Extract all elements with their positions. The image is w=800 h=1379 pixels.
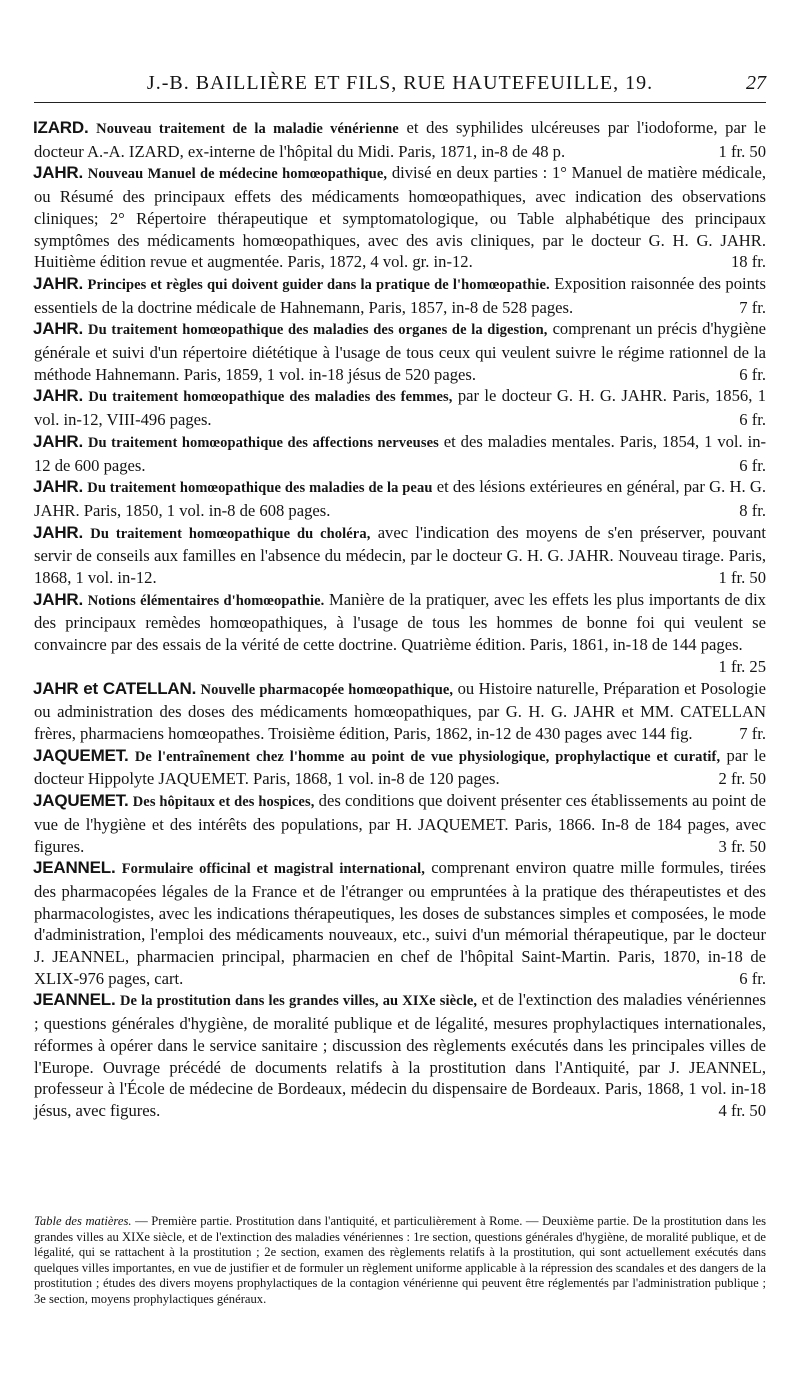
entry-description: comprenant environ quatre mille formules, tirées des pharmacopées légales de la France et de l'étranger ou empruntées à la pratique des thérapeutistes et des pharmacologistes, avec les indications thérapeutiques, les doses de substances simples et composées, le mode d'administration, l'emploi des médicaments nouveaux, etc., suivi d'un mémorial thérapeutique, par le docteur J. JEANNEL, pharmacien principal, pharmacien en chef de l'hôpital Saint-Martin. Paris, 1870, in-18 de XLIX-976 pages, cart.: [34, 858, 766, 988]
entry-author: JAHR.: [33, 319, 84, 339]
entry-description: ou Histoire naturelle, Préparation et Posologie ou administration des doses des médicaments homœopathiques, par G. H. G. JAHR et MM. CATELLAN frères, pharmaciens homœopathes. Troisième édition, Paris, 1862, in-12 de 430 pages avec 144 fig.: [34, 678, 766, 743]
entry-description: Exposition raisonnée des points essentiels de la doctrine médicale de Hahnemann, Paris, 1857, in-8 de 528 pages.: [34, 273, 766, 317]
entry-price: 7 fr.: [739, 723, 766, 743]
footnote-text: — Première partie. Prostitution dans l'antiquité, et particulièrement à Rome. — Deuxième partie. De la prostitution dans les grandes villes au XIXe siècle, et de l'extinction des maladies vénériennes : 1re section, questions générales d'hygiène, de moralité publique, et de légalité, qui se rattachent à la prostitution ; 2e section, examen des règlements relatifs à la prostitution, qui sont actuellement exécutés dans quelques villes importantes, en vue de justifier et de formuler un règlement uniforme applicable à la répression des scandales et des dangers de la prostitution ; études des divers moyens prophylactiques de la contagion vénérienne qui peuvent être réglementés par l'administration publique ; 3e section, moyens prophylactiques généraux.: [34, 1214, 766, 1306]
entry-author: JAHR et CATELLAN.: [33, 678, 197, 698]
entry-author: JAQUEMET.: [33, 745, 129, 765]
entry-title: Du traitement homœopathique des maladies des organes de la digestion,: [88, 322, 548, 339]
entry-author: JEANNEL.: [33, 858, 116, 878]
catalog-entry: [34, 476, 766, 521]
catalog-entry: [34, 678, 766, 745]
footnote-label: Table des matières.: [34, 1214, 132, 1228]
catalog-entry: [34, 857, 766, 989]
entry-description: et des syphilides ulcéreuses par l'iodoforme, par le docteur A.-A. IZARD, ex-interne de l'hôpital du Midi. Paris, 1871, in-8 de 48 p.: [34, 118, 766, 161]
entry-author: JAHR.: [33, 273, 84, 293]
entry-price: 6 fr.: [739, 455, 766, 475]
entry-description: par le docteur Hippolyte JAQUEMET. Paris, 1868, 1 vol. in-8 de 120 pages.: [34, 745, 767, 789]
catalog-entry: [34, 318, 766, 385]
entry-price: 3 fr. 50: [718, 836, 766, 856]
entry-price: 1 fr. 50: [718, 568, 766, 588]
entry-description: des conditions que doivent présenter ces établissements au point de vue de l'hygiène et des intérêts des populations, par H. JAQUEMET. Paris, 1866. In-8 de 184 pages, avec figures.: [34, 791, 766, 856]
entry-title: Du traitement homœopathique du choléra,: [90, 525, 371, 542]
page-header: [34, 70, 766, 110]
entry-author: JAHR.: [33, 589, 84, 609]
entry-title: Nouveau Manuel de médecine homœopathique,: [87, 166, 388, 183]
entry-author: JAHR.: [33, 386, 84, 406]
catalog-entry: [34, 273, 766, 318]
entry-description: comprenant un précis d'hygiène générale et suivi d'un répertoire diététique à l'usage de tous ceux qui veulent suivre le régime rationnel de la méthode Hahnemann. Paris, 1859, 1 vol. in-18 jésus de 520 pages.: [34, 319, 766, 384]
entry-description: et des lésions extérieures en général, par G. H. G. JAHR. Paris, 1850, 1 vol. in-8 de 608 pages.: [34, 477, 766, 520]
entry-price: 8 fr.: [739, 500, 766, 520]
entry-description: et de l'extinction des maladies vénériennes ; questions générales d'hygiène, de moralité publique et de légalité, mesures prophylactiques internationales, réformes à opérer dans le service sanitaire ; discussion des règlements exécutés dans les principales villes de l'Europe. Ouvrage précédé de documents relatifs à la prostitution dans l'Antiquité, par J. JEANNEL, professeur à l'École de médecine de Bordeaux, médecin du dispensaire de Bordeaux. Paris, 1868, 1 vol. in-18 jésus, avec figures.: [34, 990, 766, 1120]
entry-author: JEANNEL.: [33, 990, 116, 1010]
catalog-entry: [34, 745, 766, 790]
entry-author: IZARD.: [33, 118, 89, 137]
catalog-entry: [34, 790, 766, 857]
entry-title: De l'entraînement chez l'homme au point de vue physiologique, prophylactique et curatif,: [134, 748, 721, 765]
entry-price: 6 fr.: [739, 968, 766, 988]
entry-description: et des maladies mentales. Paris, 1854, 1 vol. in-12 de 600 pages.: [34, 431, 767, 475]
entry-price: 4 fr. 50: [718, 1100, 766, 1120]
running-title: J.-B. BAILLIÈRE ET FILS, RUE HAUTEFEUILLE, 19.: [146, 72, 654, 94]
footnote: [34, 1214, 766, 1307]
entry-title: Nouveau traitement de la maladie vénérienne: [96, 121, 399, 137]
entry-price: 6 fr.: [739, 410, 766, 430]
entry-price: 1 fr. 25: [718, 656, 766, 676]
entry-author: JAHR.: [33, 431, 84, 451]
entry-description: par le docteur G. H. G. JAHR. Paris, 1856, 1 vol. in-12, VIII-496 pages.: [34, 386, 767, 430]
entry-author: JAHR.: [33, 163, 84, 183]
entry-description: divisé en deux parties : 1° Manuel de matière médicale, ou Résumé des principaux effets des médicaments homœopathiques, avec indication des observations cliniques; 2° Répertoire thérapeutique et symptomatologique, ou Table alphabétique des principaux symptômes des médicaments homœopathiques, avec des avis cliniques, par le docteur G. H. G. JAHR. Huitième édition revue et augmentée. Paris, 1872, 4 vol. gr. in-12.: [34, 163, 766, 272]
entry-price: 6 fr.: [739, 364, 766, 384]
catalog-entry: [34, 589, 766, 678]
catalog-entry: [34, 117, 766, 162]
catalog-entry: [34, 385, 766, 430]
entry-title: Du traitement homœopathique des affections nerveuses: [87, 434, 439, 451]
entry-author: JAHR.: [33, 477, 84, 497]
catalog-entries: [34, 117, 766, 1122]
catalog-entry: [34, 989, 766, 1121]
catalog-entry: [34, 522, 766, 589]
entry-price: 2 fr. 50: [718, 769, 766, 789]
entry-author: JAQUEMET.: [33, 791, 129, 811]
entry-title: Des hôpitaux et des hospices,: [132, 794, 315, 811]
entry-title: De la prostitution dans les grandes villes, au XIXe siècle,: [119, 993, 478, 1010]
page-number: 27: [746, 72, 766, 94]
catalog-entry: [34, 162, 766, 273]
catalog-entry: [34, 431, 766, 476]
entry-price: 18 fr.: [730, 252, 766, 272]
header-rule: [34, 102, 766, 103]
entry-title: Du traitement homœopathique des maladies des femmes,: [88, 389, 453, 406]
entry-author: JAHR.: [33, 522, 84, 542]
entry-price: 1 fr. 50: [718, 141, 766, 161]
entry-title: Notions élémentaires d'homœopathie.: [87, 592, 325, 609]
entry-title: Nouvelle pharmacopée homœopathique,: [200, 681, 454, 698]
entry-price: 7 fr.: [739, 297, 766, 317]
entry-title: Du traitement homœopathique des maladies de la peau: [87, 480, 433, 497]
entry-description: Manière de la pratiquer, avec les effets les plus importants de dix des principaux remèdes homœopathiques, à l'usage de tous les hommes de bonne foi qui veulent se convaincre par des essais de la vérité de cette doctrine. Quatrième édition. Paris, 1861, in-18 de 144 pages.: [34, 589, 766, 655]
entry-title: Formulaire officinal et magistral international,: [121, 861, 425, 878]
entry-title: Principes et règles qui doivent guider dans la pratique de l'homœopathie.: [87, 276, 550, 293]
entry-description: avec l'indication des moyens de s'en préserver, pouvant servir de conseils aux familles en l'absence du médecin, par le docteur G. H. G. JAHR. Nouveau tirage. Paris, 1868, 1 vol. in-12.: [34, 522, 766, 588]
